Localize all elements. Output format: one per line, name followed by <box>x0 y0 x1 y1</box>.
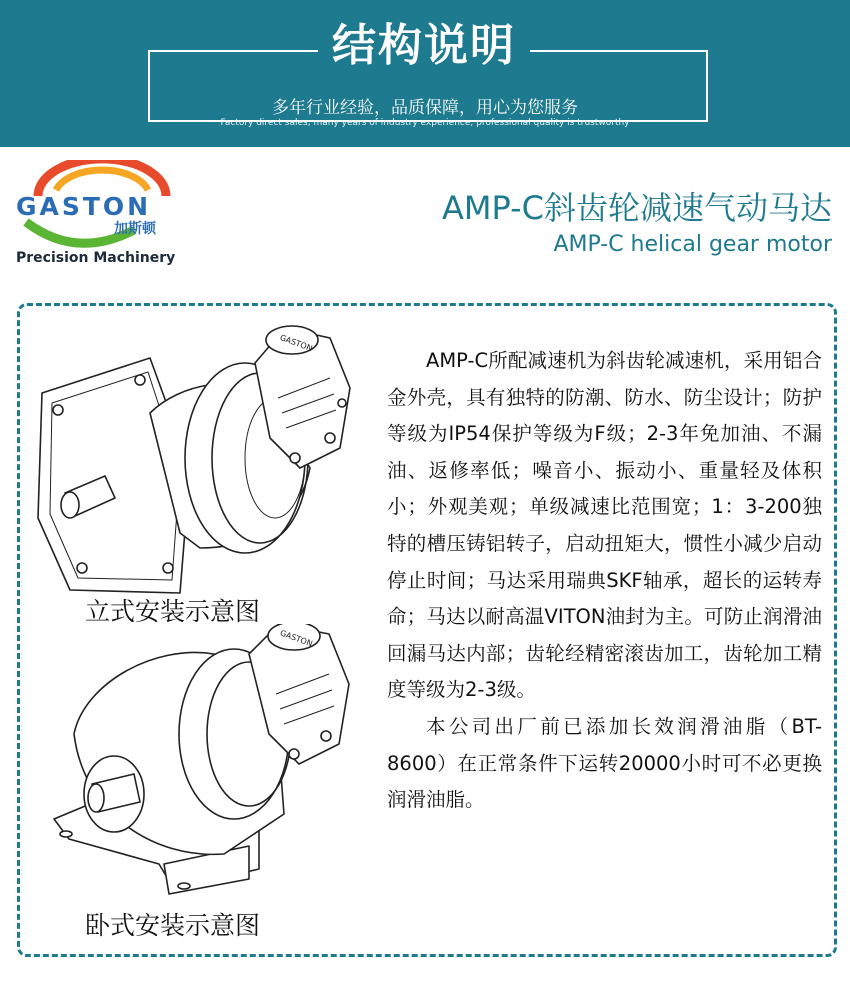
product-title-en: AMP-C helical gear motor <box>553 232 832 257</box>
nameplate-text: GASTON <box>278 333 314 354</box>
header-banner <box>0 0 850 147</box>
description-paragraph-2: 本公司出厂前已添加长效润滑油脂（BT-8600）在正常条件下运转20000小时可不必更换润滑油脂。 <box>387 714 822 812</box>
nameplate-text-2: GASTON <box>278 628 314 649</box>
banner-line-left <box>148 50 318 52</box>
product-title-cn: AMP-C斜齿轮减速气动马达 <box>442 189 832 227</box>
vertical-mount-motor-image <box>30 318 365 608</box>
description-paragraph-1: AMP-C所配减速机为斜齿轮减速机，采用铝合金外壳，具有独特的防潮、防水、防尘设计；防护等级为IP54保护等级为F级；2-3年免加油、不漏油、返修率低；噪音小、振动小、重量轻及体积小；外观美观；单级减速比范围宽；1：3-200独特的槽压铸铝转子，启动扭矩大，惯性小减少启动停止时间；马达采用瑞典SKF轴承，超长的运转寿命；马达以耐高温VITON油封为主。可防止润滑油回漏马达内部；齿轮经精密滚齿加工，齿轮加工精度等级为2-3级。 <box>387 349 822 702</box>
page-title: 结构说明 <box>332 20 516 71</box>
banner-subtitle: 多年行业经验，品质保障，用心为您服务 <box>272 98 578 118</box>
horizontal-mount-motor-image <box>44 624 364 904</box>
banner-line-right <box>530 50 706 52</box>
horizontal-mount-caption: 卧式安装示意图 <box>85 911 261 940</box>
banner-subtitle-en: Factory direct sales, many years of industry experience, professional quality is trustworthy <box>220 118 630 128</box>
logo-brand-cn: 加斯顿 <box>114 221 156 237</box>
brand-logo <box>16 160 176 272</box>
logo-brand: GASTON <box>16 192 152 221</box>
vertical-mount-caption: 立式安装示意图 <box>85 597 261 626</box>
description <box>387 343 822 819</box>
logo-tagline: Precision Machinery <box>16 250 176 266</box>
